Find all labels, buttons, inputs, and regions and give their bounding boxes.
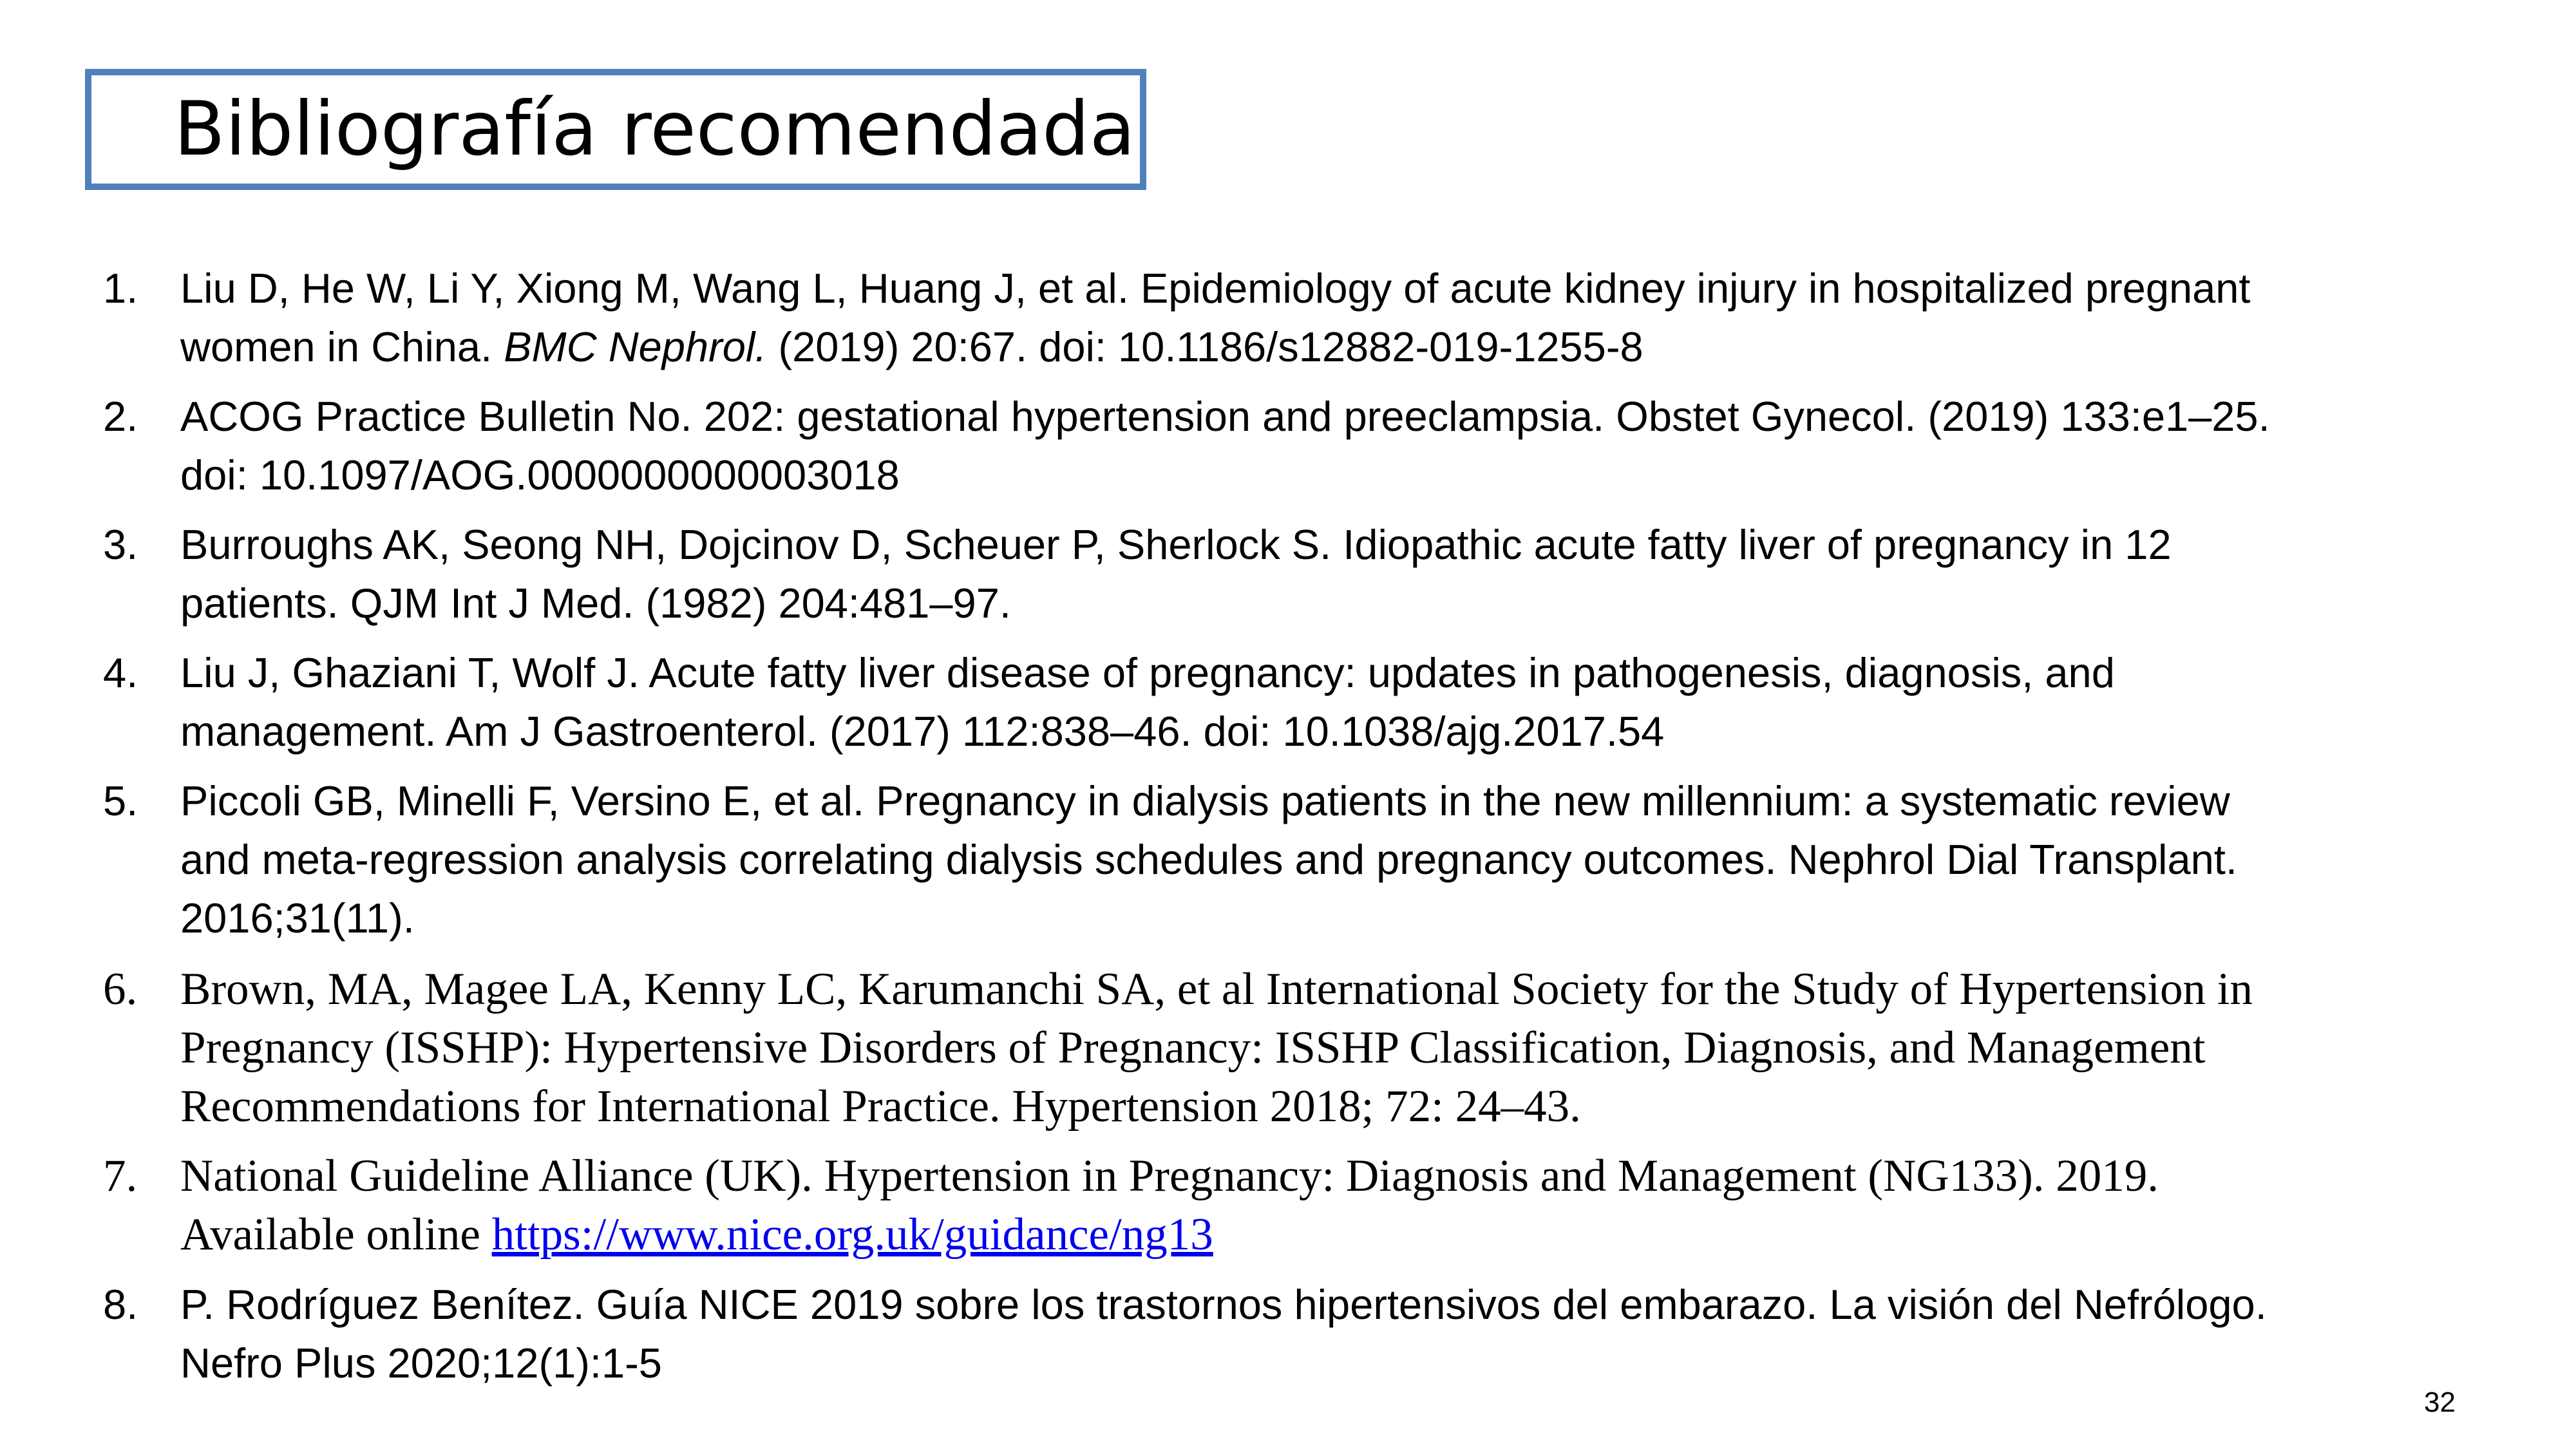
reference-number: 4. [103,649,138,696]
reference-item-5 [103,772,2454,947]
reference-line: and meta-regression analysis correlating dialysis schedules and pregnancy outcomes. Nephrol Dial Transplant. [180,836,2237,883]
reference-number: 7. [103,1151,138,1201]
reference-number: 2. [103,393,138,440]
reference-line [180,1206,2454,1264]
reference-item-4 [103,643,2454,761]
reference-item-6 [103,960,2454,1136]
reference-item-2 [103,387,2454,504]
reference-line: Burroughs AK, Seong NH, Dojcinov D, Scheuer P, Sherlock S. Idiopathic acute fatty liver of pregnancy in 12 [180,521,2172,568]
reference-line [180,317,2454,376]
reference-number: 5. [103,777,138,824]
reference-number: 3. [103,521,138,568]
reference-line: P. Rodríguez Benítez. Guía NICE 2019 sobre los trastornos hipertensivos del embarazo. La visión del Nefrólogo. [180,1281,2267,1328]
reference-line: Liu J, Ghaziani T, Wolf J. Acute fatty liver disease of pregnancy: updates in pathogenesis, diagnosis, and [180,649,2115,696]
reference-text: (2019) 20:67. doi: 10.1186/s12882-019-1255-8 [766,323,1643,370]
reference-item-8 [103,1275,2454,1392]
reference-number: 1. [103,265,138,312]
reference-line: Nefro Plus 2020;12(1):1-5 [180,1340,662,1387]
reference-list [103,259,2454,1403]
nice-guidance-link[interactable]: https://www.nice.org.uk/guidance/ng13 [491,1209,1213,1260]
title-box [85,69,1146,190]
reference-text: women in China. [180,323,493,370]
reference-line: Brown, MA, Magee LA, Kenny LC, Karumanchi SA, et al International Society for the Study of Hypertension in [180,964,2253,1014]
reference-line: doi: 10.1097/AOG.0000000000003018 [180,451,900,498]
page-number: 32 [2424,1387,2456,1418]
reference-line: patients. QJM Int J Med. (1982) 204:481–97. [180,580,1011,627]
reference-number: 6. [103,964,138,1014]
journal-name: BMC Nephrol. [504,323,767,370]
reference-item-3 [103,515,2454,632]
reference-item-7 [103,1147,2454,1264]
reference-text: Available online [180,1209,492,1260]
reference-line: Liu D, He W, Li Y, Xiong M, Wang L, Huang J, et al. Epidemiology of acute kidney injury in hospitalized pregnant [180,265,2251,312]
reference-line: National Guideline Alliance (UK). Hypertension in Pregnancy: Diagnosis and Management (NG133). 2019. [180,1151,2159,1201]
reference-line: ACOG Practice Bulletin No. 202: gestational hypertension and preeclampsia. Obstet Gynecol. (2019) 133:e1–25. [180,393,2270,440]
reference-line: Piccoli GB, Minelli F, Versino E, et al. Pregnancy in dialysis patients in the new millennium: a systematic review [180,777,2230,824]
reference-line: Pregnancy (ISSHP): Hypertensive Disorders of Pregnancy: ISSHP Classification, Diagnosis, and Management [180,1023,2206,1073]
reference-line: management. Am J Gastroenterol. (2017) 112:838–46. doi: 10.1038/ajg.2017.54 [180,708,1665,755]
reference-item-1 [103,259,2454,376]
reference-line: 2016;31(11). [180,895,415,942]
reference-number: 8. [103,1281,138,1328]
reference-line: Recommendations for International Practice. Hypertension 2018; 72: 24–43. [180,1081,1581,1132]
slide-title: Bibliografía recomendada [174,86,1135,173]
